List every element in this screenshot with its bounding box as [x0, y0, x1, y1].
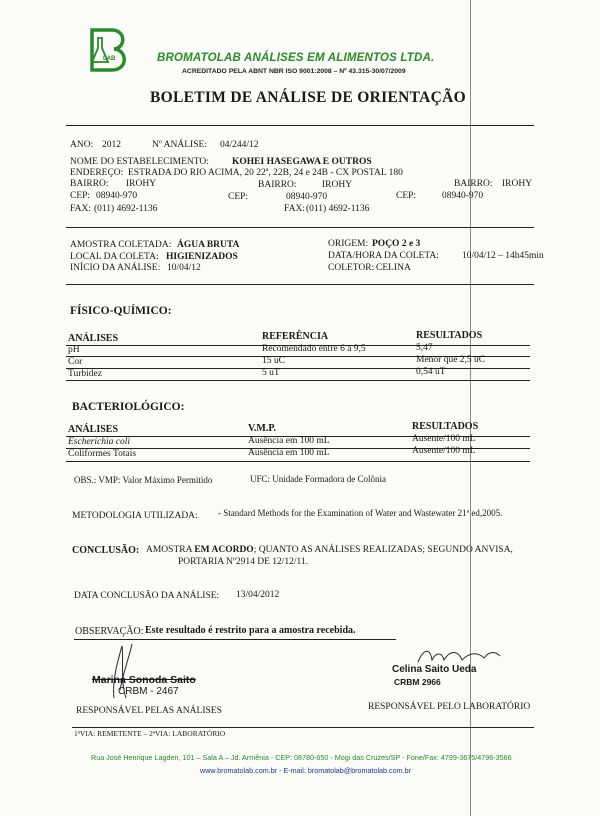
fax-value-1: (011) 4692-1136 — [94, 204, 158, 214]
accreditation: ACREDITADO PELA ABNT NBR ISO 9001:2008 – Nº 43.315-30/07/2009 — [182, 68, 406, 75]
estabelecimento-label: NOME DO ESTABELECIMENTO: — [70, 157, 209, 167]
inicio-label: INÍCIO DA ANÁLISE: — [70, 263, 161, 273]
bacterio-row-1-analise: Escherichia coli — [68, 437, 130, 447]
bairro-value-2: IROHY — [322, 180, 353, 190]
data-coleta-value: 10/04/12 – 14h45min — [462, 251, 544, 261]
cep-label-3: CEP: — [396, 191, 417, 201]
coletor-value: CELINA — [376, 263, 411, 273]
metodologia-label: METODOLOGIA UTILIZADA: — [72, 511, 198, 521]
bairro-label-3: BAIRRO: — [454, 179, 493, 189]
bairro-value-3: IROHY — [502, 179, 533, 189]
fisico-row-2-ref: 15 uC — [262, 356, 285, 366]
right-signer-role: RESPONSÁVEL PELO LABORATÓRIO — [368, 702, 531, 712]
bacterio-row-2-res: Ausente/100 mL — [412, 446, 476, 456]
data-coleta-label: DATA/HORA DA COLETA: — [328, 251, 439, 261]
amostra-value: ÁGUA BRUTA — [177, 240, 240, 250]
fax-label-1: FAX: — [70, 204, 91, 214]
fisico-row-2-analise: Cor — [68, 357, 83, 367]
divider — [72, 727, 534, 728]
bairro-value-1: IROHY — [126, 179, 157, 189]
bairro-label-1: BAIRRO: — [70, 179, 109, 189]
cep-value-3: 08940-970 — [442, 191, 484, 201]
fisico-col-resultados: RESULTADOS — [416, 330, 483, 341]
logo-text: LAB — [103, 56, 116, 62]
divider — [66, 284, 534, 285]
cep-value-1: 08940-970 — [96, 191, 138, 201]
conclusao-label: CONCLUSÃO: — [72, 545, 140, 556]
fisico-col-referencia: REFERÊNCIA — [262, 331, 329, 342]
ano-label: ANO: — [70, 140, 94, 150]
fisico-col-analises: ANÁLISES — [68, 333, 119, 344]
bacterio-col-resultados: RESULTADOS — [412, 421, 479, 432]
conclusao-text — [146, 545, 513, 555]
table-rule — [66, 380, 530, 381]
bacterio-row-1-ref: Ausência em 100 mL — [248, 436, 330, 446]
page-title: BOLETIM DE ANÁLISE DE ORIENTAÇÃO — [150, 89, 466, 106]
conclusao-status: EM ACORDO — [194, 545, 254, 555]
amostra-label: AMOSTRA COLETADA: — [70, 240, 172, 250]
bairro-label-2: BAIRRO: — [258, 180, 297, 190]
conclusao-portaria: PORTARIA Nº2914 DE 12/12/11. — [178, 557, 309, 567]
coletor-label: COLETOR: — [328, 263, 375, 273]
obs-ufc: UFC: Unidade Formadora de Colônia — [250, 474, 386, 484]
numero-label: Nº ANÁLISE: — [152, 140, 207, 150]
fisico-row-3-ref: 5 uT — [262, 368, 280, 378]
fax-label-2: FAX: — [284, 204, 305, 214]
divider — [66, 125, 534, 126]
data-conclusao-label: DATA CONCLUSÃO DA ANÁLISE: — [74, 591, 220, 601]
table-rule — [66, 368, 530, 369]
table-rule — [66, 461, 530, 462]
bacterio-heading: BACTERIOLÓGICO: — [72, 401, 185, 413]
data-conclusao-value: 13/04/2012 — [236, 590, 280, 600]
left-signer-role: RESPONSÁVEL PELAS ANÁLISES — [76, 706, 222, 716]
fold-line — [470, 0, 471, 816]
conclusao-pre: AMOSTRA — [146, 545, 195, 555]
endereco-label: ENDEREÇO: — [70, 168, 124, 178]
bacterio-col-vmp: V.M.P. — [248, 423, 277, 434]
fisico-row-3-analise: Turbidez — [68, 369, 102, 379]
inicio-value: 10/04/12 — [167, 263, 201, 273]
cep-label-2: CEP: — [228, 192, 249, 202]
ano-value: 2012 — [102, 140, 121, 150]
numero-value: 04/244/12 — [220, 140, 259, 150]
fisico-row-2-res: Menor que 2,5 uC — [416, 355, 486, 365]
fisico-row-1-analise: pH — [68, 345, 80, 355]
bacterio-row-2-analise: Coliformes Totais — [68, 449, 137, 459]
cep-value-2: 08940-970 — [286, 192, 328, 202]
left-signer-name: Marina Sonoda Saito — [92, 674, 196, 686]
fisico-row-1-res: 5,47 — [416, 343, 433, 353]
obs-vmp: OBS.: VMP: Valor Máximo Permitido — [74, 475, 213, 485]
right-signer-crbm: CRBM 2966 — [394, 677, 441, 687]
bacterio-row-1-res: Ausente/100 mL — [412, 434, 476, 444]
conclusao-post: ; QUANTO AS ANÁLISES REALIZADAS; SEGUNDO ANVISA, — [253, 545, 513, 555]
estabelecimento-value: KOHEI HASEGAWA E OUTROS — [232, 157, 372, 167]
endereco-value: ESTRADA DO RIO ACIMA, 20 22ª, 22B, 24 e 24B - CX POSTAL 180 — [128, 168, 403, 178]
bromatolab-logo — [86, 28, 130, 72]
footer-web: www.bromatolab.com.br - E-mail: bromatolab@bromatolab.com.br — [200, 766, 412, 775]
bacterio-row-2-ref: Ausência em 100 mL — [248, 448, 330, 458]
metodologia-value: - Standard Methods for the Examination of Water and Wastewater 21ª ed,2005. — [218, 508, 503, 518]
vias-note: 1ªVIA: REMETENTE – 2ªVIA: LABORATÓRIO — [74, 729, 226, 738]
right-signer-name: Celina Saito Ueda — [392, 664, 477, 675]
local-label: LOCAL DA COLETA: — [70, 252, 159, 262]
observacao-value: Este resultado é restrito para a amostra recebida. — [145, 625, 356, 636]
fisico-row-3-res: 0,54 uT — [416, 367, 446, 377]
cep-label-1: CEP: — [70, 191, 91, 201]
fax-value-2: (011) 4692-1136 — [306, 204, 370, 214]
bacterio-col-analises: ANÁLISES — [68, 424, 119, 435]
left-signer-crbm: CRBM - 2467 — [118, 686, 179, 697]
fisico-row-1-ref: Recomendado entre 6 a 9,5 — [262, 344, 366, 354]
origem-label: ORIGEM: — [328, 239, 369, 249]
company-name: BROMATOLAB ANÁLISES EM ALIMENTOS LTDA. — [157, 52, 435, 64]
observacao-label: OBSERVAÇÃO: — [75, 626, 144, 637]
divider — [66, 227, 534, 228]
fisico-heading: FÍSICO-QUÍMICO: — [70, 305, 172, 317]
origem-value: POÇO 2 e 3 — [372, 239, 421, 249]
local-value: HIGIENIZADOS — [166, 252, 238, 262]
footer-address: Rua José Henrique Lagden, 101 – Sala A – Jd. Armênia - CEP: 08780-650 - Mogi das Cruzes/SP - Fone/Fax: 4799-3675/4796-3566 — [91, 753, 512, 762]
